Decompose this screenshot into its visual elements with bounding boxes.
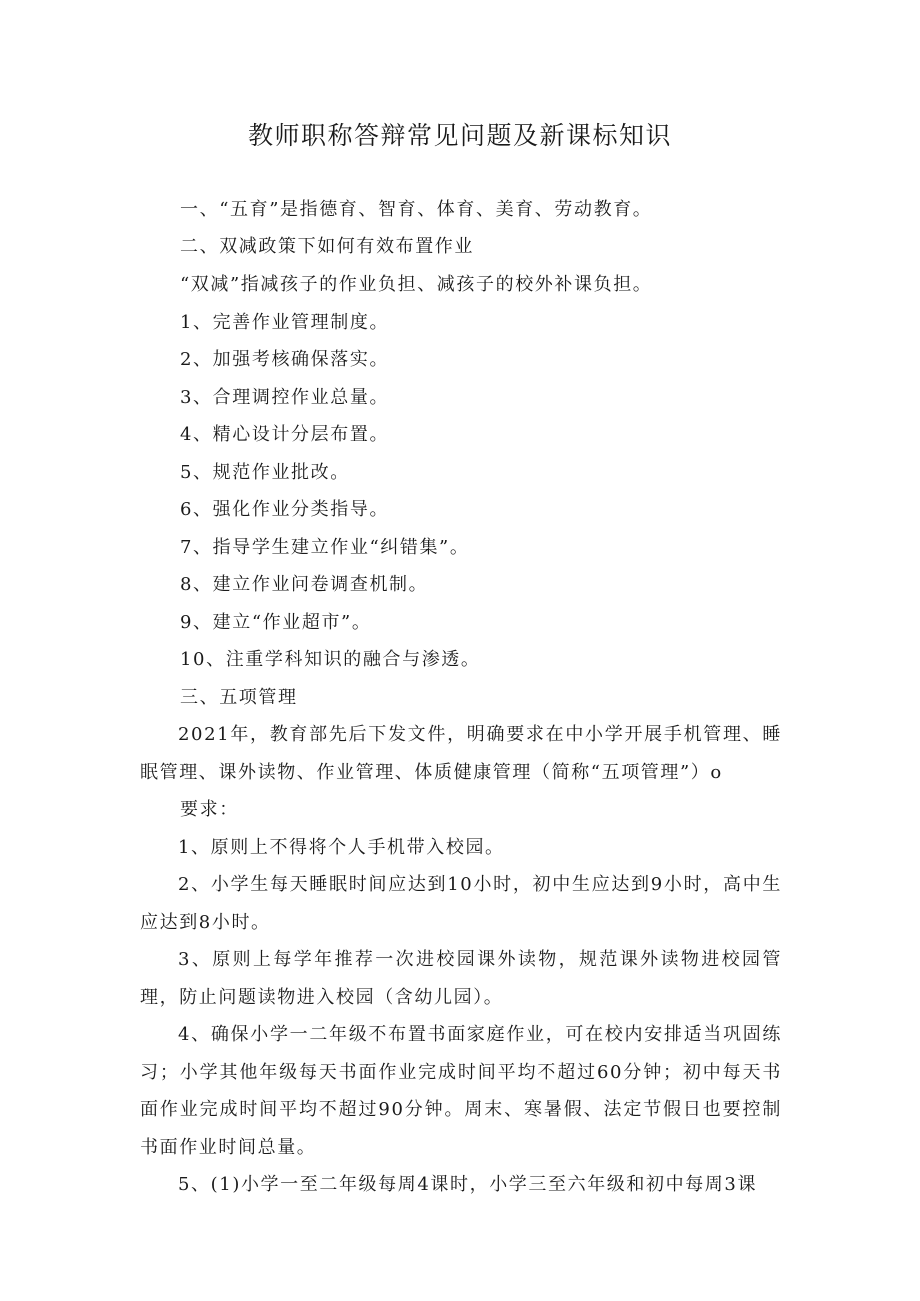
list-item: 6、强化作业分类指导。 — [180, 499, 390, 520]
list-item: 5、规范作业批改。 — [180, 462, 350, 483]
requirement-item: 2、小学生每天睡眠时间应达到10小时，初中生应达到9小时，高中生应达到8小时。 — [140, 874, 782, 933]
list-item: 10、注重学科知识的融合与渗透。 — [180, 649, 481, 670]
requirement-label: 要求： — [180, 799, 239, 820]
list-item: 7、指导学生建立作业“纠错集”。 — [180, 537, 470, 558]
requirement-item: 1、原则上不得将个人手机带入校园。 — [178, 837, 505, 858]
section-two-heading: 二、双减政策下如何有效布置作业 — [180, 236, 474, 257]
document-title: 教师职称答辩常见问题及新课标知识 — [247, 121, 672, 150]
list-item: 2、加强考核确保落实。 — [180, 349, 390, 370]
paragraph-2021: 2021年，教育部先后下发文件，明确要求在中小学开展手机管理、睡眠管理、课外读物、作业管理、体质健康管理（简称“五项管理”）o — [140, 724, 782, 783]
list-item: 1、完善作业管理制度。 — [180, 312, 390, 333]
list-item: 3、合理调控作业总量。 — [180, 387, 390, 408]
list-item: 8、建立作业问卷调查机制。 — [180, 574, 429, 595]
double-reduction-definition: “双减”指减孩子的作业负担、减孩子的校外补课负担。 — [180, 274, 653, 295]
list-item: 4、精心设计分层布置。 — [180, 424, 390, 445]
five-education-line: 一、“五育”是指德育、智育、体育、美育、劳动教育。 — [180, 199, 653, 220]
requirement-item: 3、原则上每学年推荐一次进校园课外读物，规范课外读物进校园管理，防止问题读物进入校园（含幼儿园）。 — [140, 949, 782, 1008]
requirement-item: 5、(1)小学一至二年级每周4课时，小学三至六年级和初中每周3课 — [178, 1174, 758, 1195]
section-three-heading: 三、五项管理 — [180, 687, 298, 708]
requirement-item: 4、确保小学一二年级不布置书面家庭作业，可在校内安排适当巩固练习；小学其他年级每天书面作业完成时间平均不超过60分钟；初中每天书面作业完成时间平均不超过90分钟。周末、寒暑假、法定节假日也要控制书面作业时间总量。 — [140, 1024, 782, 1158]
list-item: 9、建立“作业超市”。 — [180, 612, 372, 633]
